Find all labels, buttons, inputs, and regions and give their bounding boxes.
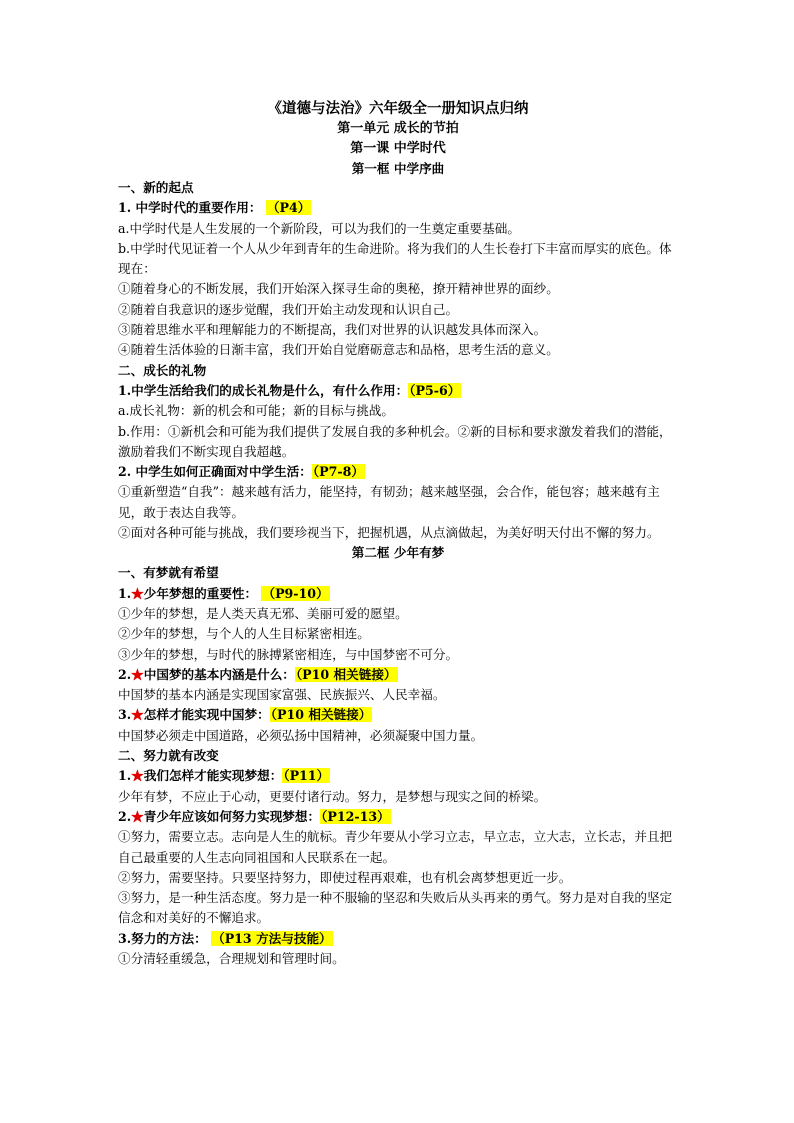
question-heading: 1.★我们怎样才能实现梦想：（P11） xyxy=(118,768,330,784)
unit-heading: 第一单元 成长的节拍 xyxy=(337,121,459,136)
section-heading: 二、成长的礼物 xyxy=(118,362,207,378)
paragraph: 中国梦的基本内涵是实现国家富强、民族振兴、人民幸福。 xyxy=(118,687,446,703)
frame1-heading: 第一框 中学序曲 xyxy=(351,161,445,176)
paragraph: b.作用：①新机会和可能为我们提供了发展自我的多种机会。②新的目标和要求激发着我们的潜能，激励着我们不断实现自我超越。 xyxy=(118,423,672,459)
question-heading: 1.★少年梦想的重要性： （P9-10） xyxy=(118,585,329,601)
paragraph: ①重新塑造“自我”：越来越有活力，能坚持，有韧劲；越来越坚强，会合作，能包容；越来越有主见，敢于表达自我等。 xyxy=(118,484,660,520)
star-icon: ★ xyxy=(131,808,144,824)
list-item: ③随着思维水平和理解能力的不断提高，我们对世界的认识越发具体而深入。 xyxy=(118,322,547,338)
paragraph: 中国梦必须走中国道路，必须弘扬中国精神，必须凝聚中国力量。 xyxy=(118,727,484,743)
list-item: ③少年的梦想，与时代的脉搏紧密相连，与中国梦密不可分。 xyxy=(118,646,459,662)
page-ref-badge: （P11） xyxy=(283,768,330,784)
section-heading: 一、新的起点 xyxy=(118,180,194,195)
page-ref-badge: （P9-10） xyxy=(262,585,329,601)
section-heading: 二、努力就有改变 xyxy=(118,748,219,764)
list-item: ②随着自我意识的逐步觉醒，我们开始主动发现和认识自己。 xyxy=(118,301,459,317)
list-item: ①分清轻重缓急，合理规划和管理时间。 xyxy=(118,950,345,966)
star-icon: ★ xyxy=(131,707,144,723)
list-item: ①随着身心的不断发展，我们开始深入探寻生命的奥秘，撩开精神世界的面纱。 xyxy=(118,281,559,297)
star-icon: ★ xyxy=(131,666,144,682)
page-ref-badge: （P12-13） xyxy=(321,808,390,824)
question-heading: 3.★怎样才能实现中国梦：（P10 相关链接） xyxy=(118,707,372,723)
question-heading: 1. 中学时代的重要作用： （P4） xyxy=(118,200,311,216)
document-page xyxy=(118,98,678,969)
page-ref-badge: （P7-8） xyxy=(312,464,364,480)
question-heading: 2.★青少年应该如何努力实现梦想：（P12-13） xyxy=(118,808,390,824)
star-icon: ★ xyxy=(131,585,144,601)
page-ref-badge: （P10 相关链接） xyxy=(270,707,372,723)
list-item: ②努力，需要坚持。只要坚持努力，即使过程再艰难，也有机会离梦想更近一步。 xyxy=(118,869,572,885)
question-heading: 1.中学生活给我们的成长礼物是什么，有什么作用：（P5-6） xyxy=(118,382,461,398)
list-item: ①努力，需要立志。志向是人生的航标。青少年要从小学习立志，早立志，立大志，立长志，并且把自己最重要的人生志向同祖国和人民联系在一起。 xyxy=(118,829,673,865)
question-heading: 3.努力的方法： （P13 方法与技能） xyxy=(118,930,332,946)
paragraph: b.中学时代见证着一个人从少年到青年的生命进阶。将为我们的人生长卷打下丰富而厚实的底色。体现在： xyxy=(118,240,672,277)
list-item: ④随着生活体验的日渐丰富，我们开始自觉磨砺意志和品格，思考生活的意义。 xyxy=(118,342,559,358)
document-title: 《道德与法治》六年级全一册知识点归纳 xyxy=(267,100,529,117)
page-ref-badge: （P4） xyxy=(266,200,311,216)
section-heading: 一、有梦就有希望 xyxy=(118,565,219,581)
list-item: ②少年的梦想，与个人的人生目标紧密相连。 xyxy=(118,626,370,642)
frame2-heading: 第二框 少年有梦 xyxy=(351,545,445,561)
list-item: ③努力，是一种生活态度。努力是一种不服输的坚忍和失败后从头再来的勇气。努力是对自我的坚定信念和对美好的不懈追求。 xyxy=(118,890,673,926)
lesson-heading: 第一课 中学时代 xyxy=(350,141,446,156)
star-icon: ★ xyxy=(131,768,144,784)
paragraph: 少年有梦，不应止于心动，更要付诸行动。努力，是梦想与现实之间的桥梁。 xyxy=(118,788,547,804)
paragraph: a.中学时代是人生发展的一个新阶段，可以为我们的一生奠定重要基础。 xyxy=(118,220,520,236)
question-heading: 2. 中学生如何正确面对中学生活：（P7-8） xyxy=(118,464,364,480)
list-item: ①少年的梦想，是人类天真无邪、美丽可爱的愿望。 xyxy=(118,605,408,621)
paragraph: a.成长礼物：新的机会和可能；新的目标与挑战。 xyxy=(118,403,394,419)
page-ref-badge: （P13 方法与技能） xyxy=(212,930,332,946)
page-ref-badge: （P5-6） xyxy=(409,382,461,398)
page-ref-badge: （P10 相关链接） xyxy=(295,666,397,682)
question-heading: 2.★中国梦的基本内涵是什么：（P10 相关链接） xyxy=(118,666,397,682)
paragraph: ②面对各种可能与挑战，我们要珍视当下，把握机遇，从点滴做起，为美好明天付出不懈的努力。 xyxy=(118,525,660,541)
